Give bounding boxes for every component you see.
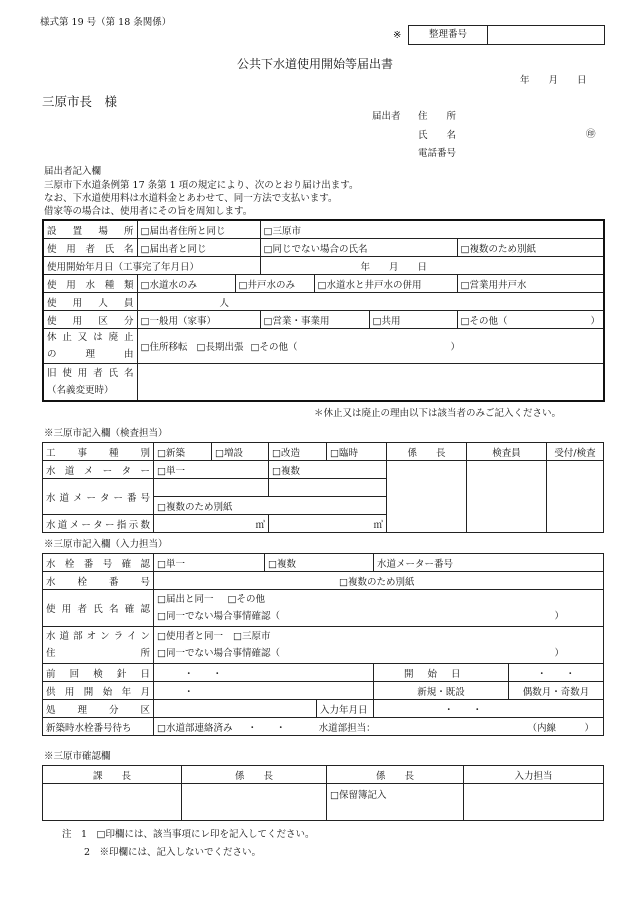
label-user-count: 使用人員 bbox=[43, 293, 137, 311]
service-start-field[interactable]: ・ bbox=[154, 682, 374, 700]
label-input-date: 入力年月日 bbox=[317, 700, 374, 718]
applicant-section-heading: 届出者記入欄 bbox=[44, 166, 102, 177]
label-suspend-yu: 由 bbox=[123, 349, 134, 360]
extension-field[interactable]: （内線 ） bbox=[527, 722, 595, 734]
opt-commercial-well[interactable]: □営業用井戸水 bbox=[457, 275, 604, 293]
opt-tap-and-well[interactable]: □水道水と井戸水の併用 bbox=[314, 275, 457, 293]
label-meter-number-input: 水道メーター番号 bbox=[374, 554, 604, 572]
header-chief: 係 長 bbox=[387, 443, 467, 461]
header-reception: 受付/検査 bbox=[547, 443, 604, 461]
opt-new-build[interactable]: □新築 bbox=[154, 443, 212, 461]
seal-mark: ㊞ bbox=[586, 129, 596, 140]
stamp-reception[interactable] bbox=[547, 461, 604, 533]
applicant-name-label: 氏 名 bbox=[418, 130, 457, 141]
opt-same-as-filed[interactable]: □届出と同一 bbox=[157, 594, 214, 605]
opt-address-mihara[interactable]: □三原市 bbox=[232, 631, 271, 642]
user-count-field[interactable]: 人 bbox=[137, 293, 604, 311]
opt-meter-multiple[interactable]: □複数 bbox=[269, 461, 387, 479]
label-online-line2 bbox=[46, 645, 150, 662]
opt-meter-multiple-sheet[interactable]: □複数のため別紙 bbox=[154, 497, 387, 515]
opt-same-address[interactable]: □届出者住所と同じ bbox=[137, 220, 260, 239]
start-date-field[interactable]: 年 月 日 bbox=[260, 257, 604, 275]
header-section-chief: 課 長 bbox=[43, 766, 182, 784]
even-odd-month-choice[interactable]: 偶数月・奇数月 bbox=[509, 682, 604, 700]
opt-address-circumstance[interactable]: □同一でない場合事情確認（ bbox=[157, 648, 280, 659]
opt-multiple-sheet[interactable]: □複数のため別紙 bbox=[457, 239, 604, 257]
intro-line-1: 三原市下水道条例第 17 条第 1 項の規定により、次のとおり届け出ます。 bbox=[44, 180, 359, 191]
opt-faucet-single[interactable]: □単一 bbox=[154, 554, 265, 572]
treatment-district-field[interactable] bbox=[154, 700, 317, 718]
label-prev-user-line2: （名義変更時） bbox=[47, 385, 114, 396]
applicant-heading: 届出者 bbox=[372, 111, 401, 122]
note-2: 2 ※印欄には、記入しないでください。 bbox=[84, 847, 262, 858]
previous-user-field[interactable] bbox=[137, 364, 604, 402]
opt-shared-use[interactable]: □共用 bbox=[369, 311, 457, 329]
last-reading-date-field[interactable]: ・ ・ bbox=[154, 664, 374, 682]
label-online-ju: 住 bbox=[46, 648, 56, 659]
opt-temporary[interactable]: □臨時 bbox=[327, 443, 387, 461]
label-previous-user bbox=[43, 364, 137, 402]
stamp-inspector[interactable] bbox=[467, 461, 547, 533]
start-day-field[interactable]: ・ ・ bbox=[509, 664, 604, 682]
page-title: 公共下水道使用開始等届出書 bbox=[236, 57, 393, 71]
opt-moved[interactable]: □住所移転 bbox=[140, 342, 188, 353]
opt-tap-only[interactable]: □水道水のみ bbox=[137, 275, 235, 293]
opt-suspend-other[interactable]: □その他（ bbox=[250, 342, 298, 353]
meter-reading-1[interactable]: ㎥ bbox=[154, 515, 269, 533]
label-online-sho: 所 bbox=[140, 648, 150, 659]
label-water-dept-staff: 水道部担当： bbox=[318, 722, 376, 734]
label-work-type: 工事種別 bbox=[43, 443, 154, 461]
user-name-check-options bbox=[154, 590, 604, 627]
label-faucet-check: 水栓番号確認 bbox=[43, 554, 154, 572]
opt-well-only[interactable]: □井戸水のみ bbox=[235, 275, 314, 293]
header-inspector: 検査員 bbox=[467, 443, 547, 461]
label-meter-reading: 水道メーター指示数 bbox=[43, 515, 154, 533]
meter-number-field-1[interactable] bbox=[154, 479, 269, 497]
other-use-open: □その他（ bbox=[460, 315, 508, 327]
label-suspend-reason bbox=[43, 329, 137, 364]
suspend-other-close: ） bbox=[450, 342, 461, 353]
online-address-options bbox=[154, 627, 604, 664]
opt-faucet-multiple-sheet[interactable]: □複数のため別紙 bbox=[154, 572, 604, 590]
opt-name-other[interactable]: □その他 bbox=[227, 594, 265, 605]
label-suspend-line1: 休止又は廃止 bbox=[47, 332, 134, 343]
note-1: 注 1 □印欄には、該当事項にレ印を記入してください。 bbox=[62, 829, 315, 840]
label-start-day: 開始日 bbox=[374, 664, 509, 682]
label-faucet-number: 水栓番号 bbox=[43, 572, 154, 590]
seiri-number-field[interactable] bbox=[487, 25, 605, 45]
label-suspend-line2 bbox=[47, 346, 134, 363]
meter-number-field-2[interactable] bbox=[269, 479, 387, 497]
faucet-wait-options bbox=[154, 718, 604, 736]
intro-line-3: 借家等の場合は、使用者にその旨を周知します。 bbox=[44, 206, 253, 217]
opt-other-use[interactable] bbox=[457, 311, 604, 329]
confirm-heading: ※三原市確認欄 bbox=[44, 751, 111, 762]
stamp-subsection-chief-1[interactable] bbox=[182, 784, 327, 821]
opt-water-dept-contacted[interactable]: □水道部連絡済み bbox=[157, 722, 233, 734]
applicant-table bbox=[42, 219, 605, 402]
other-use-close: ） bbox=[590, 315, 601, 327]
intro-line-2: なお、下水道使用料は水道料金とあわせて、同一方法で支払います。 bbox=[44, 193, 338, 204]
applicant-phone-label: 電話番号 bbox=[418, 148, 457, 159]
label-water-type: 使用水種類 bbox=[43, 275, 137, 293]
stamp-input-staff[interactable] bbox=[464, 784, 604, 821]
opt-hold-register[interactable]: □保留簿記入 bbox=[327, 784, 464, 821]
label-usage-class: 使用区分 bbox=[43, 311, 137, 329]
meter-reading-2[interactable]: ㎥ bbox=[269, 515, 387, 533]
seiri-label: 整理番号 bbox=[428, 29, 467, 40]
new-existing-choice[interactable]: 新規・既設 bbox=[374, 682, 509, 700]
header-input-staff: 入力担当 bbox=[464, 766, 604, 784]
label-suspend-no: の bbox=[47, 349, 57, 360]
label-meter: 水道メーター bbox=[43, 461, 154, 479]
label-faucet-wait: 新築時水栓番号待ち bbox=[43, 718, 154, 736]
label-online-address bbox=[43, 627, 154, 664]
label-user-name-check: 使用者氏名確認 bbox=[43, 590, 154, 627]
kome-mark: ※ bbox=[393, 30, 402, 41]
seiri-label-box bbox=[408, 25, 488, 45]
input-heading: ※三原市記入欄（入力担当） bbox=[44, 539, 168, 550]
opt-business-use[interactable]: □営業・事業用 bbox=[260, 311, 369, 329]
header-subsection-chief-2: 係 長 bbox=[327, 766, 464, 784]
opt-meter-single[interactable]: □単一 bbox=[154, 461, 269, 479]
label-prev-user-line1: 旧使用者氏名 bbox=[47, 368, 134, 379]
inspection-heading: ※三原市記入欄（検査担当） bbox=[44, 428, 168, 439]
label-online-line1: 水道部オンライン bbox=[46, 631, 150, 642]
stamp-section-chief[interactable] bbox=[43, 784, 182, 821]
opt-general-use[interactable]: □一般用（家事） bbox=[137, 311, 260, 329]
opt-name-circumstance[interactable]: □同一でない場合事情確認（ bbox=[157, 611, 280, 622]
label-meter-number: 水道メーター番号 bbox=[43, 479, 154, 515]
label-start-date: 使用開始年月日（工事完了年月日） bbox=[43, 257, 260, 275]
applicant-address-label: 住 所 bbox=[418, 111, 457, 122]
label-treatment-district: 処理分区 bbox=[43, 700, 154, 718]
label-service-start: 供用開始年月 bbox=[43, 682, 154, 700]
label-last-reading-date: 前回検針日 bbox=[43, 664, 154, 682]
confirm-table bbox=[42, 765, 604, 821]
label-user-name: 使用者氏名 bbox=[43, 239, 137, 257]
opt-mihara-city[interactable]: □三原市 bbox=[260, 220, 604, 239]
opt-renovation[interactable]: □改造 bbox=[269, 443, 327, 461]
opt-extension[interactable]: □増設 bbox=[212, 443, 269, 461]
label-suspend-ri: 理 bbox=[85, 349, 95, 360]
name-circumstance-close: ） bbox=[554, 611, 565, 622]
opt-long-trip[interactable]: □長期出張 bbox=[196, 342, 244, 353]
contact-date-field[interactable]: ・ ・ bbox=[247, 722, 286, 734]
opt-other-name[interactable]: □同じでない場合の氏名 bbox=[260, 239, 457, 257]
suspend-reason-options bbox=[137, 329, 604, 364]
stamp-chief[interactable] bbox=[387, 461, 467, 533]
submit-date: 年 月 日 bbox=[520, 75, 587, 86]
address-circumstance-close: ） bbox=[554, 648, 565, 659]
header-subsection-chief-1: 係 長 bbox=[182, 766, 327, 784]
opt-faucet-multiple[interactable]: □複数 bbox=[265, 554, 374, 572]
inspection-table bbox=[42, 442, 604, 533]
addressee: 三原市長 様 bbox=[42, 94, 118, 109]
label-location: 設置場所 bbox=[43, 220, 137, 239]
opt-same-as-user[interactable]: □使用者と同一 bbox=[157, 631, 223, 642]
input-date-field[interactable]: ・ ・ bbox=[374, 700, 604, 718]
opt-same-applicant[interactable]: □届出者と同じ bbox=[137, 239, 260, 257]
input-table bbox=[42, 553, 604, 736]
form-number: 様式第 19 号（第 18 条関係） bbox=[40, 17, 172, 28]
note-suspend-only: ＊休止又は廃止の理由以下は該当者のみご記入ください。 bbox=[314, 408, 562, 419]
